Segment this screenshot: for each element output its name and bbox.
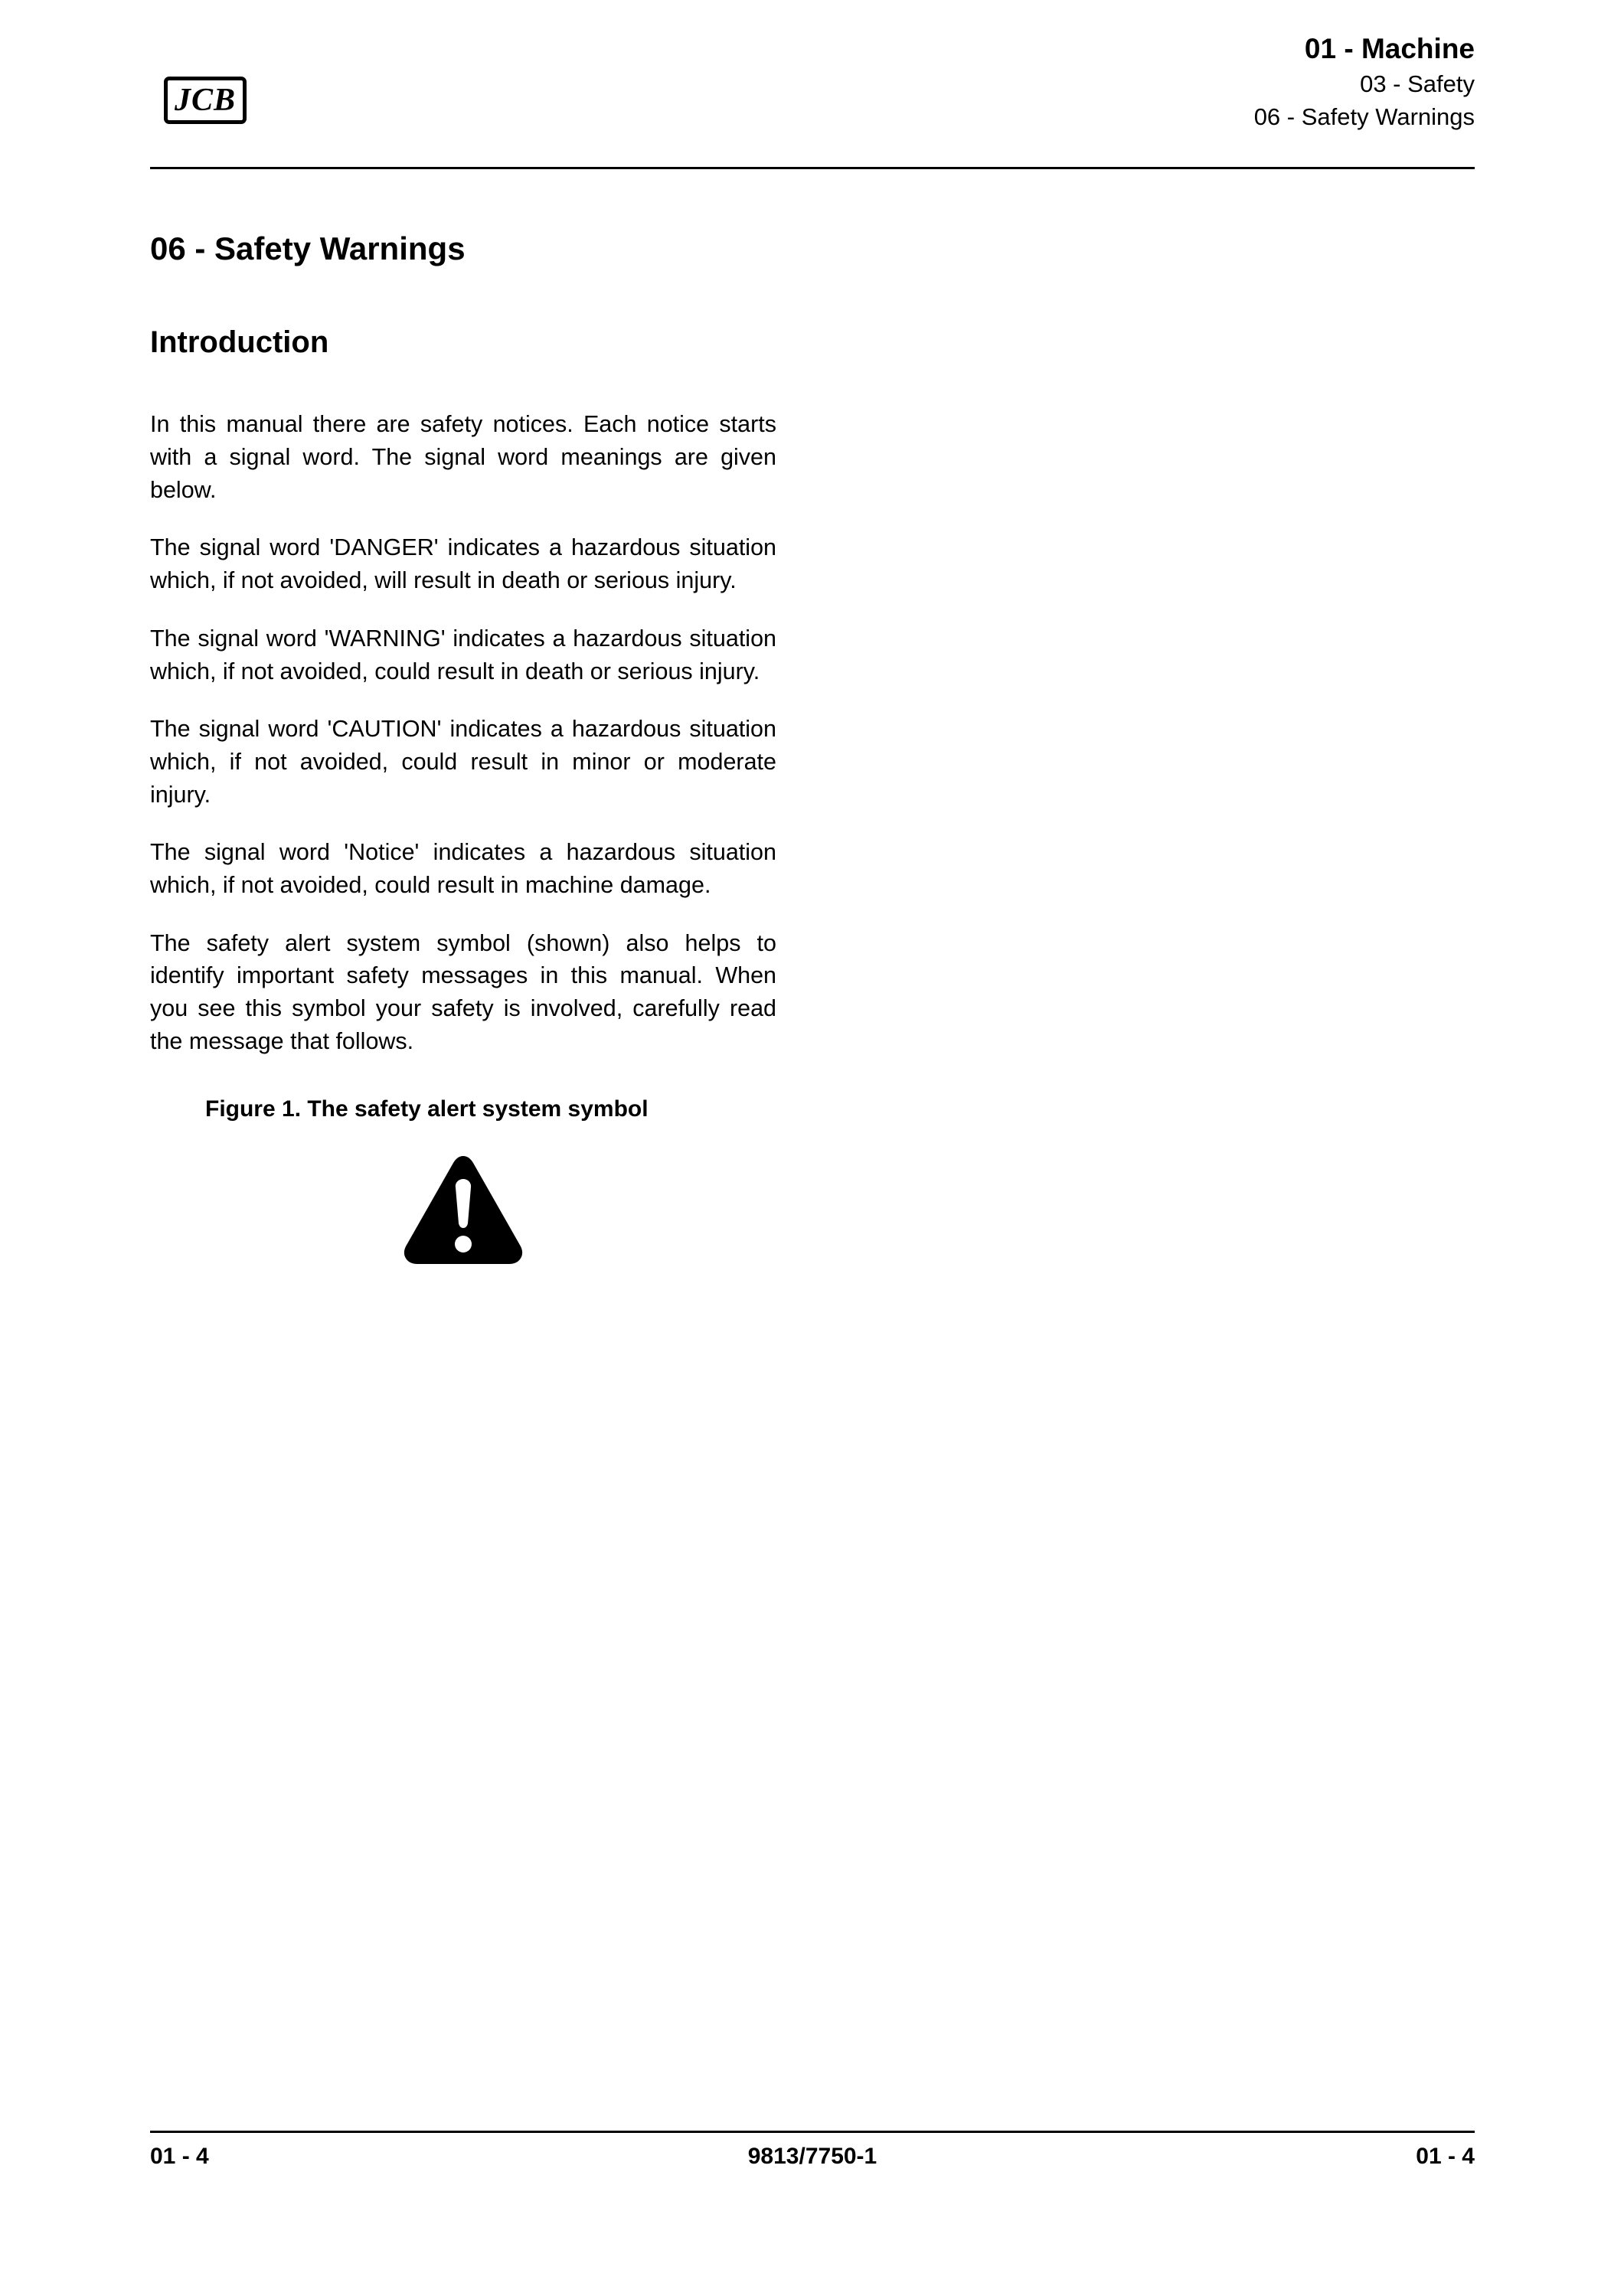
paragraph: The signal word 'WARNING' indicates a hazardous situation which, if not avoided, could result in death or serious injury. <box>150 625 776 684</box>
paragraph: The signal word 'DANGER' indicates a hazardous situation which, if not avoided, will result in death or serious injury. <box>150 534 776 594</box>
header-breadcrumb <box>1254 31 1475 133</box>
paragraph: In this manual there are safety notices. Each notice starts with a signal word. The signal word meanings are given below. <box>150 411 776 503</box>
figure-image <box>150 1153 776 1268</box>
warning-triangle-icon <box>402 1153 524 1268</box>
header-line-safety: 03 - Safety <box>1360 70 1475 97</box>
footer-document-number: 9813/7750-1 <box>747 2144 877 2169</box>
body-column <box>150 408 776 1057</box>
paragraph: The safety alert system symbol (shown) also helps to identify important safety messages in this manual. When you see this symbol your safety is involved, carefully read the message that follows. <box>150 929 776 1054</box>
footer-divider <box>150 2131 1475 2133</box>
section-subtitle: Introduction <box>150 325 329 360</box>
paragraph: The signal word 'Notice' indicates a hazardous situation which, if not avoided, could result in machine damage. <box>150 839 776 898</box>
page-footer <box>150 2144 1475 2170</box>
footer-page-number-left: 01 - 4 <box>150 2144 209 2169</box>
jcb-logo-text: JCB <box>174 83 237 118</box>
header-divider <box>150 167 1475 169</box>
jcb-logo <box>164 77 247 124</box>
page-title: 06 - Safety Warnings <box>150 230 466 266</box>
header-line-safety-warnings: 06 - Safety Warnings <box>1253 103 1475 130</box>
header-line-machine: 01 - Machine <box>1304 33 1475 64</box>
paragraph: The signal word 'CAUTION' indicates a hazardous situation which, if not avoided, could result in minor or moderate injury. <box>150 716 776 808</box>
page-header <box>150 31 1475 172</box>
page-content <box>150 230 1475 1268</box>
footer-page-number-right: 01 - 4 <box>1416 2144 1475 2169</box>
figure-caption: Figure 1. The safety alert system symbol <box>205 1096 649 1122</box>
